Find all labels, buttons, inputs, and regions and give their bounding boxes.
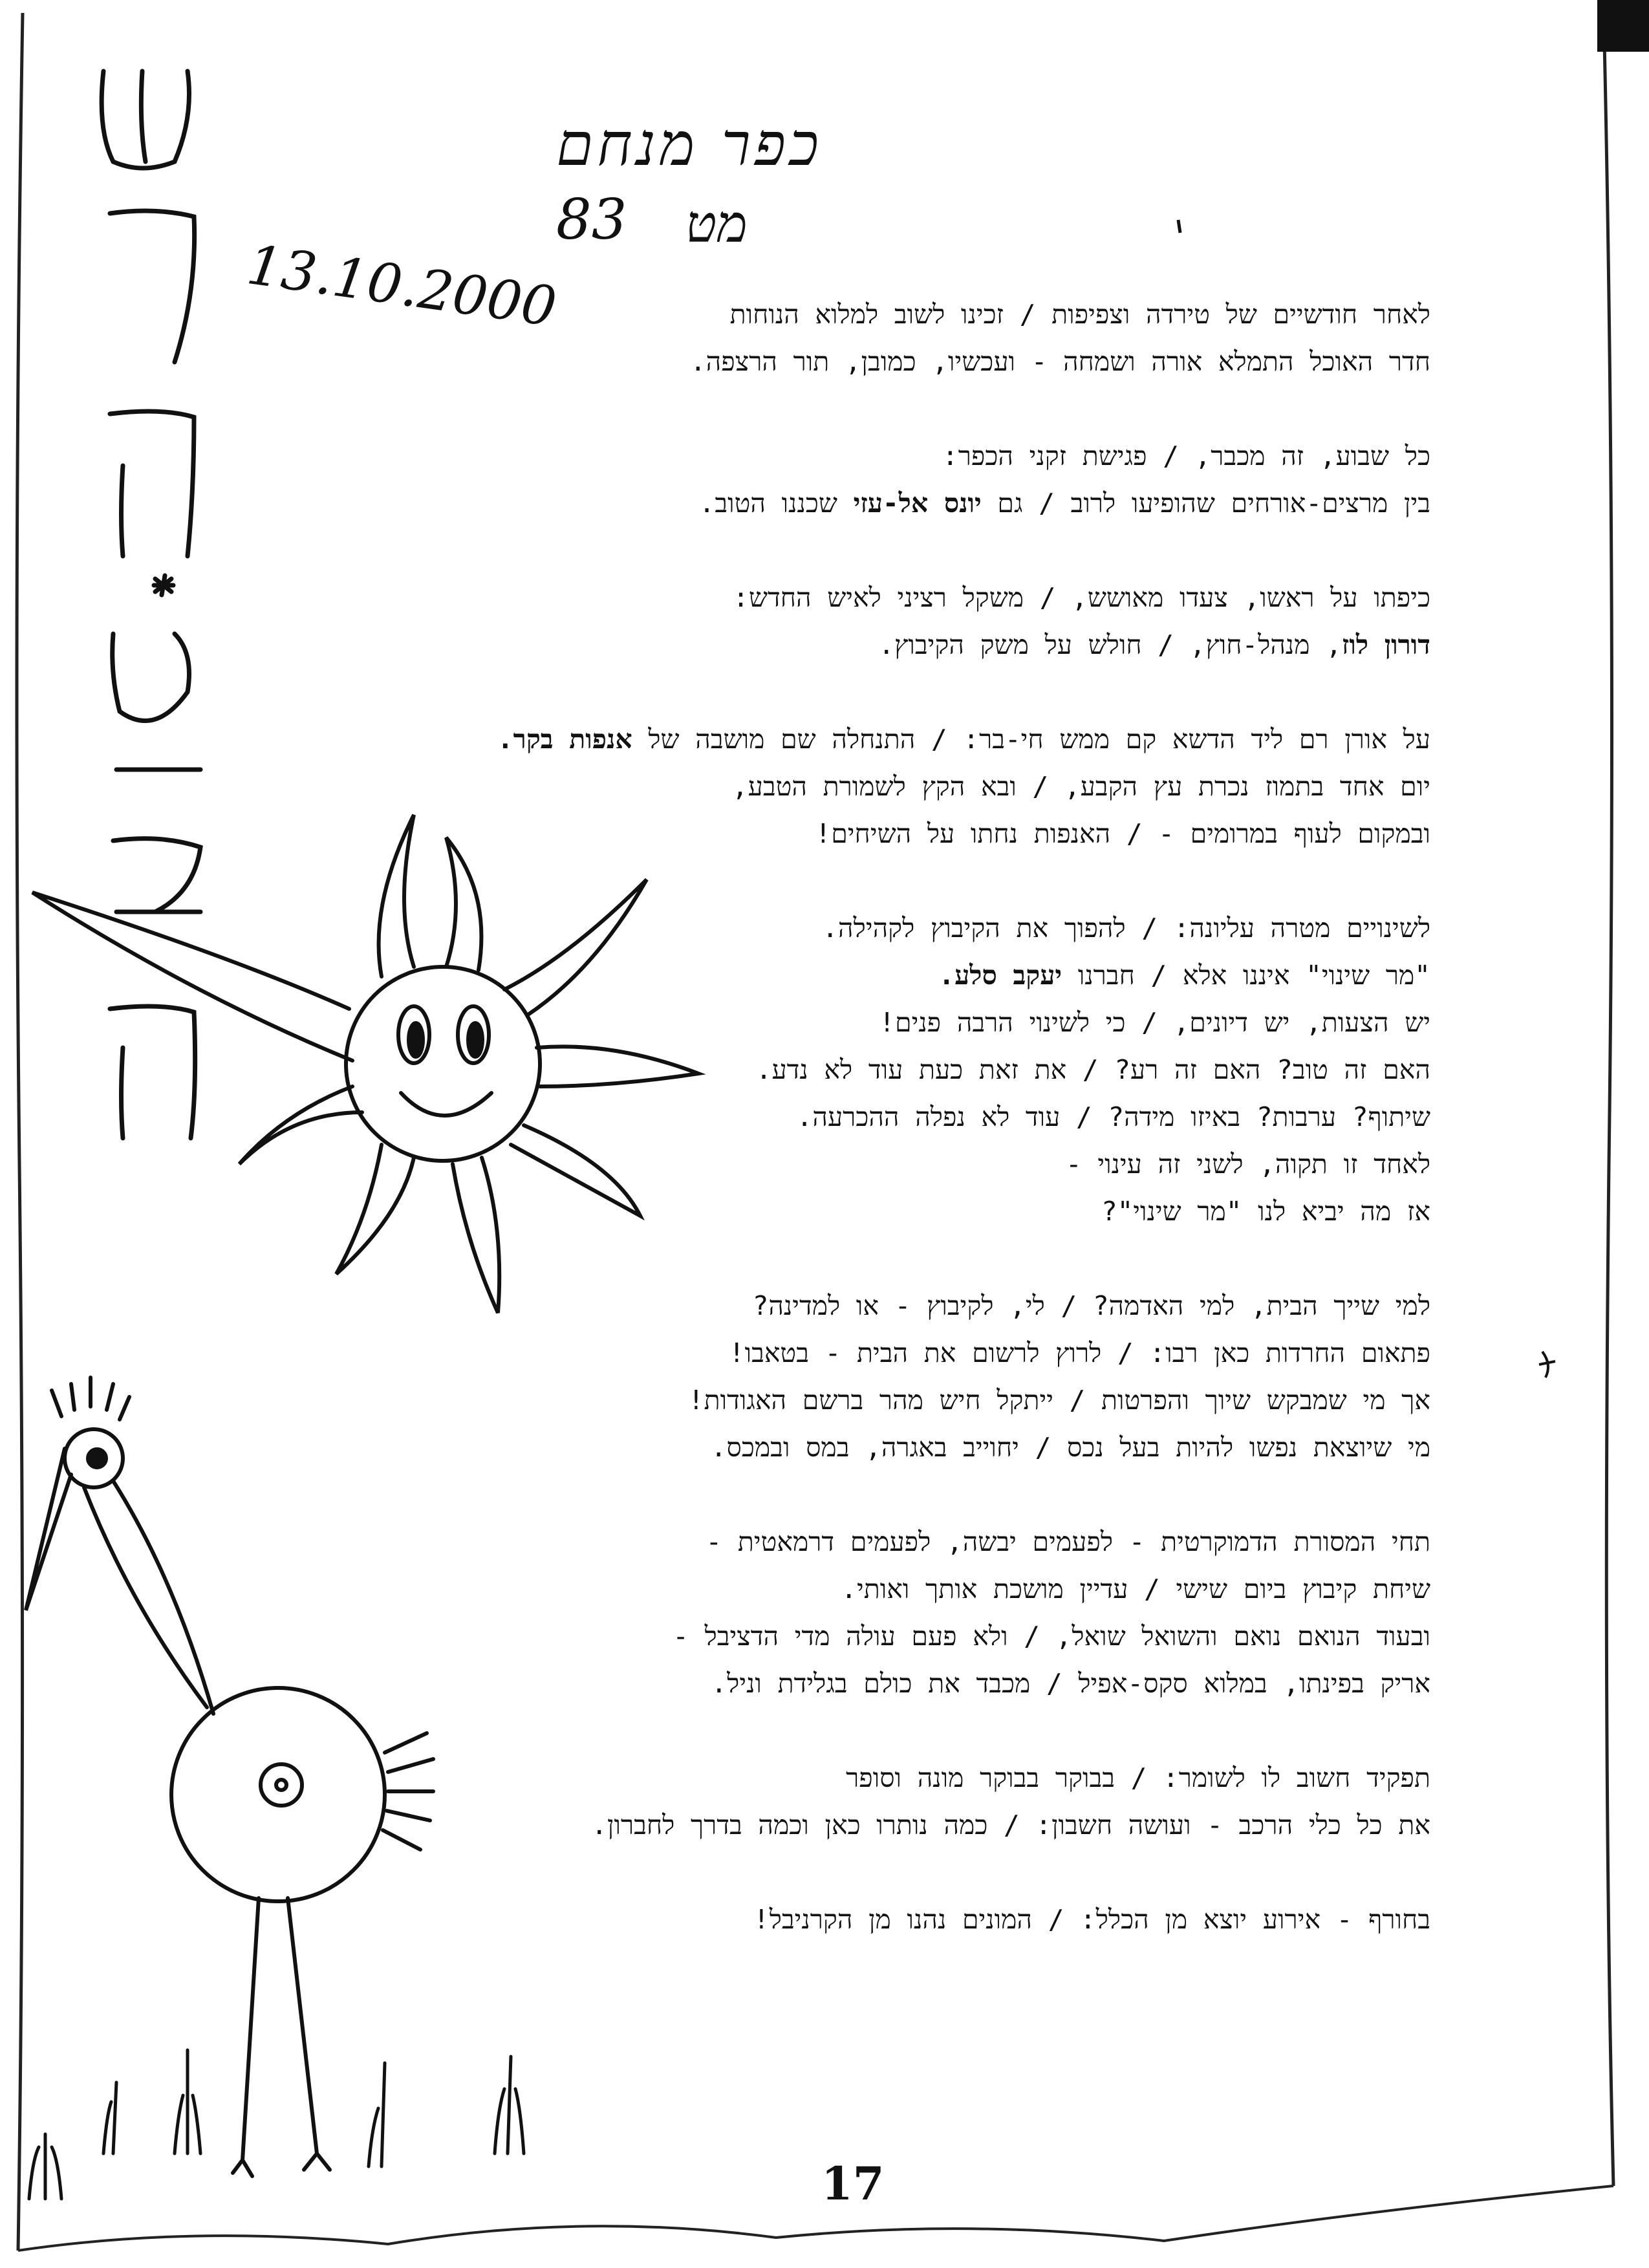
poem-line: האם זה טוב? האם זה רע? / את זאת כעת עוד לא נדע. [755,1054,1430,1085]
poem-line [202,716,1430,763]
side-title [162,582,164,583]
poem-stanza [202,1282,1430,1471]
poem-stanza [202,574,1430,669]
poem-line [202,480,1430,527]
poem-body [202,291,1430,1991]
poem-line [202,621,1430,669]
small-mark [1178,220,1180,233]
grass-drawing [29,2050,524,2199]
highlighted-name: אנפות בקר. [497,724,632,755]
highlighted-name: יונס אל-עזי [853,488,982,519]
page-border-right [1604,13,1613,2186]
poem-line-part: שכננו הטוב. [698,488,854,519]
poem-line: יש הצעות, יש דיונים, / כי לשינוי הרבה פנים! [879,1007,1430,1038]
poem-line: את כל כלי הרכב - ועושה חשבון: / כמה נותרו כאן וכמה בדרך לחברון. [591,1809,1430,1841]
header-date: 13.10.2000 [243,233,561,339]
poem-line: כל שבוע, זה מכבר, / פגישת זקני הכפר: [942,440,1430,471]
highlighted-name: דורון לוז [1341,629,1430,660]
poem-line-part: "מר שינוי" איננו אלא / חברנו [1062,960,1430,991]
poem-line: שיתוף? ערבות? באיזו מידה? / עוד לא נפלה ההכרעה. [796,1101,1430,1132]
poem-line-part: על אורן רם ליד הדשא קם ממש חי-בר: / התנחלה שם מושבה של [632,724,1430,755]
poem-line-part: בין מרצים-אורחים שהופיעו לרוב / גם [981,488,1430,519]
poem-stanza [202,716,1430,858]
poem-stanza [202,1518,1430,1707]
page-border-line [17,13,23,2251]
poem-line: למי שייך הבית, למי האדמה? / לי, לקיבוץ - או למדינה? [752,1290,1430,1321]
poem-line: תחי המסורת הדמוקרטית - לפעמים יבשה, לפעמים דרמאטית - [706,1526,1430,1557]
poem-line: ובמקום לעוף במרומים - / האנפות נחתו על השיחים! [815,818,1430,849]
poem-line: אריק בפינתו, במלוא סקס-אפיל / מכבד את כולם בגלידת וניל. [711,1668,1430,1699]
margin-scribble [1539,1352,1555,1377]
poem-line: אך מי שמבקש שיוך והפרטות / ייתקל חיש מהר ברשם האגודות! [687,1385,1430,1416]
page-number: 17 [821,2157,885,2210]
poem-stanza [202,905,1430,1235]
poem-line: לאחר חודשיים של טירדה וצפיפות / זכינו לשוב למלוא הנוחות [729,299,1430,330]
poem-line: שיחת קיבוץ ביום שישי / עדיין מושכת אותך ואותי. [841,1573,1430,1604]
poem-line: תפקיד חשוב לו לשומר: / בבוקר בבוקר מונה וסופר [846,1762,1430,1793]
poem-stanza [202,291,1430,385]
page-border-bottom [18,2186,1613,2251]
poem-line-part: , מנהל-חוץ, / חולש על משק הקיבוץ. [878,629,1342,660]
poem-line: ובעוד הנואם נואם והשואל שואל, / ולא פעם עולה מדי הדציבל - [673,1621,1430,1652]
poem-stanza [202,1896,1430,1943]
poem-line: מי שיוצאת נפשו להיות בעל נכס / יחוייב באגרה, במס ובמכס. [710,1432,1430,1463]
poem-line: אז מה יביא לנו "מר שינוי"? [1101,1196,1430,1227]
side-title-strokes [102,71,200,1138]
poem-line: לאחד זו תקוה, לשני זה עינוי - [1065,1149,1430,1180]
poem-line: בחורף - אירוע יוצא מן הכלל: / המונים נהנו מן הקרניבל! [753,1904,1430,1935]
poem-line: כיפתו על ראשו, צעדו מאושש, / משקל רציני לאיש החדש: [733,582,1430,613]
page-corner-mark [1597,0,1649,52]
header-number: 83 [556,188,627,252]
poem-line: פתאום החרדות כאן רבו: / לרוץ לרשום את הבית - בטאבו! [728,1337,1430,1368]
poem-line [202,952,1430,999]
poem-stanza [202,1755,1430,1849]
poem-line: לשינויים מטרה עליונה: / להפוך את הקיבוץ לקהילה. [822,913,1430,944]
header-issue: מט [685,194,748,254]
poem-line: חדר האוכל התמלא אורה ושמחה - ועכשיו, כמובן, תור הרצפה. [689,346,1430,377]
highlighted-name: יעקב סלע. [938,960,1062,991]
poem-stanza [202,433,1430,527]
header-title: כפר מנחם [556,110,823,179]
poem-line: יום אחד בתמוז נכרת עץ הקבע, / ובא הקץ לשמורת הטבע, [731,771,1430,802]
